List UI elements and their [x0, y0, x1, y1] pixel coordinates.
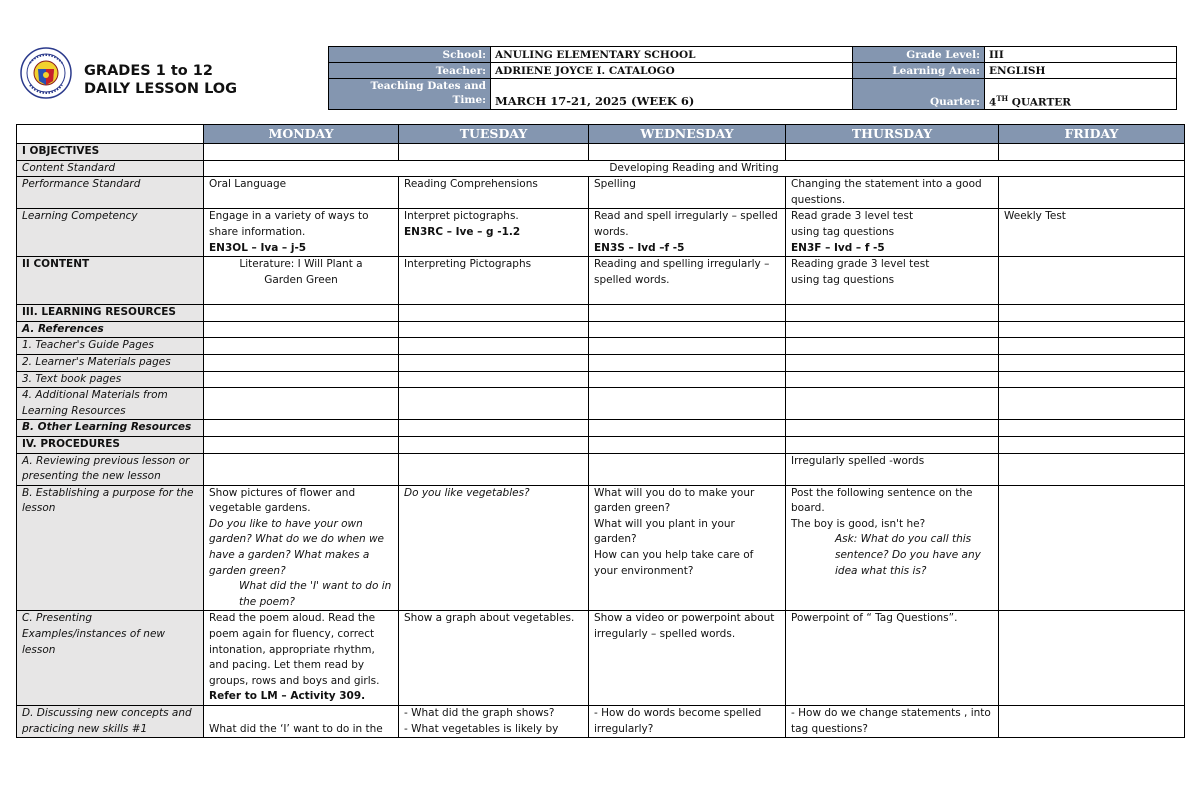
row-references — [17, 321, 1185, 338]
school-value: ANULING ELEMENTARY SCHOOL — [491, 47, 853, 63]
discussing-friday — [999, 706, 1185, 738]
header-info-table — [328, 46, 1177, 110]
row-purpose — [17, 485, 1185, 611]
teaching-dates-label-line1: Teaching Dates and — [370, 80, 486, 92]
label-content-standard: Content Standard — [17, 160, 204, 177]
title-line-2: DAILY LESSON LOG — [84, 81, 238, 97]
day-friday: FRIDAY — [999, 125, 1185, 144]
discussing-thursday: - How do we change statements , into tag questions? — [786, 706, 999, 738]
discussing-wednesday: - How do words become spelled irregularly? — [589, 706, 786, 738]
perf-tuesday: Reading Comprehensions — [399, 177, 589, 209]
presenting-monday-ref: Refer to LM – Activity 309. — [209, 690, 366, 703]
reviewing-thursday: Irregularly spelled -words — [786, 453, 999, 485]
lc-thursday-text2: using tag questions — [791, 225, 895, 238]
content-thursday-line2: using tag questions — [791, 273, 895, 286]
lc-monday — [204, 209, 399, 257]
lc-friday: Weekly Test — [999, 209, 1185, 257]
day-monday: MONDAY — [204, 125, 399, 144]
label-other-resources: B. Other Learning Resources — [17, 420, 204, 437]
row-presenting — [17, 611, 1185, 706]
content-friday — [999, 257, 1185, 305]
perf-wednesday: Spelling — [589, 177, 786, 209]
grade-level-value: III — [985, 47, 1177, 63]
purpose-monday-line2: Do you like to have your own garden? What do we do when we have a garden? What makes a garden green? — [209, 517, 385, 577]
label-discussing: D. Discussing new concepts and practicing new skills #1 — [17, 706, 204, 738]
label-objectives: I OBJECTIVES — [17, 144, 204, 161]
label-procedures: IV. PROCEDURES — [17, 436, 204, 453]
lc-tuesday-text: Interpret pictographs. — [404, 210, 519, 223]
label-references: A. References — [17, 321, 204, 338]
label-additional-materials: 4. Additional Materials from Learning Resources — [17, 388, 204, 420]
row-performance-standard — [17, 177, 1185, 209]
lc-monday-code: EN3OL – Iva – j-5 — [209, 241, 307, 254]
document-title — [84, 62, 237, 98]
row-teachers-guide — [17, 338, 1185, 355]
label-textbook: 3. Text book pages — [17, 371, 204, 388]
title-line-1: GRADES 1 to 12 — [84, 63, 213, 79]
content-thursday-line1: Reading grade 3 level test — [791, 258, 930, 271]
content-tuesday: Interpreting Pictographs — [399, 257, 589, 305]
content-wednesday: Reading and spelling irregularly – spelled words. — [589, 257, 786, 305]
label-content: II CONTENT — [17, 257, 204, 305]
corner-cell — [17, 125, 204, 144]
content-monday: Literature: I Will Plant a Garden Green — [204, 257, 399, 305]
discussing-tuesday — [399, 706, 589, 738]
teacher-value: ADRIENE JOYCE I. CATALOGO — [491, 63, 853, 79]
row-procedures — [17, 436, 1185, 453]
row-content-standard — [17, 160, 1185, 177]
purpose-monday-line3: What did the 'I' want to do in the poem? — [239, 580, 392, 608]
purpose-thursday-line3 — [791, 532, 993, 579]
school-label: School: — [329, 47, 491, 63]
content-standard-value: Developing Reading and Writing — [204, 160, 1185, 177]
learning-area-value: ENGLISH — [985, 63, 1177, 79]
presenting-monday-text: Read the poem aloud. Read the poem again for fluency, correct intonation, appropriate rhythm, and pacing. Let them read by groups, rows and boys and girls. — [209, 612, 380, 687]
lc-monday-text: Engage in a variety of ways to share information. — [209, 210, 369, 238]
row-other-resources — [17, 420, 1185, 437]
purpose-tuesday: Do you like vegetables? — [399, 485, 589, 611]
teaching-dates-label-line2: Time: — [452, 94, 486, 106]
quarter-word: QUARTER — [1008, 96, 1072, 108]
purpose-thursday-line2: The boy is good, isn't he? — [791, 517, 926, 530]
quarter-number: 4 — [989, 96, 997, 108]
lc-thursday-text1: Read grade 3 level test — [791, 210, 914, 223]
presenting-thursday: Powerpoint of “ Tag Questions”. — [786, 611, 999, 706]
perf-thursday: Changing the statement into a good questions. — [786, 177, 999, 209]
row-content — [17, 257, 1185, 305]
row-learners-materials — [17, 354, 1185, 371]
day-wednesday: WEDNESDAY — [589, 125, 786, 144]
label-learning-resources: III. LEARNING RESOURCES — [17, 305, 204, 322]
purpose-thursday-line1: Post the following sentence on the board. — [791, 486, 973, 515]
lc-thursday-code: EN3F – Ivd – f -5 — [791, 241, 885, 254]
quarter-suffix: TH — [996, 93, 1009, 103]
purpose-monday — [204, 485, 399, 611]
teacher-label: Teacher: — [329, 63, 491, 79]
presenting-monday — [204, 611, 399, 706]
teaching-dates-label — [329, 79, 491, 110]
day-tuesday: TUESDAY — [399, 125, 589, 144]
purpose-friday — [999, 485, 1185, 611]
label-reviewing: A. Reviewing previous lesson or presenting the new lesson — [17, 453, 204, 485]
label-presenting: C. Presenting Examples/instances of new lesson — [17, 611, 204, 706]
purpose-thursday — [786, 485, 999, 611]
purpose-monday-line1: Show pictures of flower and vegetable gardens. — [209, 486, 356, 515]
teaching-dates-value: MARCH 17-21, 2025 (WEEK 6) — [491, 79, 853, 110]
perf-monday: Oral Language — [204, 177, 399, 209]
lc-wednesday-code: EN3S – Ivd –f -5 — [594, 241, 685, 254]
quarter-value — [985, 79, 1177, 110]
lc-wednesday — [589, 209, 786, 257]
lc-thursday — [786, 209, 999, 257]
row-objectives — [17, 144, 1185, 161]
purpose-wednesday: What will you do to make your garden green? What will you plant in your garden? How can you help take care of your environment? — [589, 485, 786, 611]
discussing-tuesday-line2: - What vegetables is likely by — [404, 722, 559, 735]
label-performance-standard: Performance Standard — [17, 177, 204, 209]
learning-area-label: Learning Area: — [853, 63, 985, 79]
presenting-wednesday: Show a video or powerpoint about irregularly – spelled words. — [589, 611, 786, 706]
presenting-friday — [999, 611, 1185, 706]
purpose-thursday-ask: Ask: — [835, 533, 861, 546]
label-purpose: B. Establishing a purpose for the lesson — [17, 485, 204, 611]
grade-level-label: Grade Level: — [853, 47, 985, 63]
discussing-tuesday-line1: - What did the graph shows? — [404, 707, 555, 719]
presenting-tuesday: Show a graph about vegetables. — [399, 611, 589, 706]
label-teachers-guide: 1. Teacher's Guide Pages — [17, 338, 204, 355]
quarter-label: Quarter: — [853, 79, 985, 110]
row-discussing — [17, 706, 1185, 738]
perf-friday — [999, 177, 1185, 209]
label-learners-materials: 2. Learner's Materials pages — [17, 354, 204, 371]
purpose-thursday-question: What do you call this sentence? Do you have any idea what this is? — [835, 533, 981, 577]
row-learning-resources — [17, 305, 1185, 322]
lc-tuesday-code: EN3RC – Ive – g -1.2 — [404, 225, 521, 238]
row-reviewing — [17, 453, 1185, 485]
deped-seal-logo — [20, 47, 72, 99]
row-additional-materials — [17, 388, 1185, 420]
row-textbook — [17, 371, 1185, 388]
lc-tuesday — [399, 209, 589, 257]
row-learning-competency — [17, 209, 1185, 257]
lc-wednesday-text: Read and spell irregularly – spelled words. — [594, 210, 778, 238]
day-thursday: THURSDAY — [786, 125, 999, 144]
content-thursday — [786, 257, 999, 305]
label-learning-competency: Learning Competency — [17, 209, 204, 257]
discussing-monday: What did the ‘I’ want to do in the — [204, 706, 399, 738]
lesson-log-table — [16, 124, 1185, 738]
